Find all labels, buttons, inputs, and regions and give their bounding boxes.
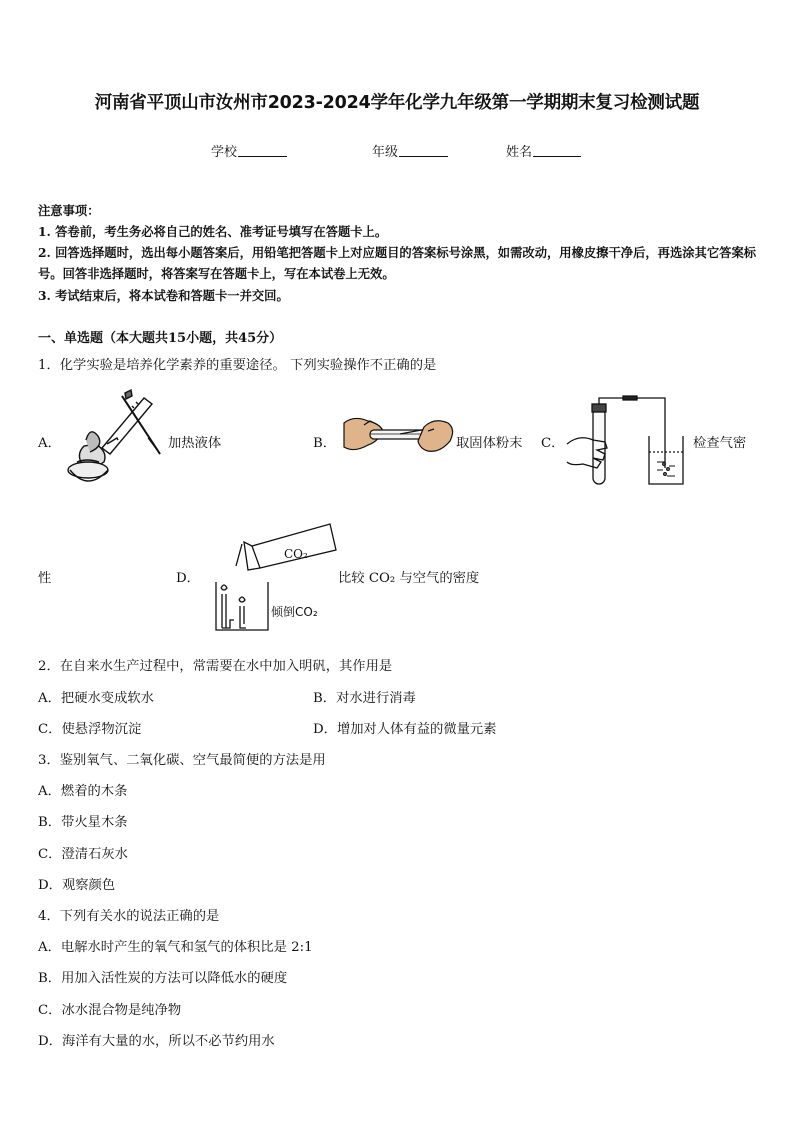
q2-option-c: C．使悬浮物沉淀 (38, 722, 142, 737)
q3-option-b: B．带火星木条 (38, 815, 128, 830)
q1-stem: 1．化学实验是培养化学素养的重要途径。 下列实验操作不正确的是 (38, 358, 437, 373)
q3-option-a: A．燃着的木条 (38, 784, 128, 799)
name-label: 姓名 (506, 145, 533, 160)
powder-sampling-illustration (340, 413, 455, 463)
q2-option-b: B．对水进行消毒 (313, 691, 416, 706)
school-blank (238, 143, 287, 157)
q4-option-b: B．用加入活性炭的方法可以降低水的硬度 (38, 971, 288, 986)
notice-item-2: 2. 回答选择题时，选出每小题答案后，用铅笔把答题卡上对应题目的答案标号涂黑，如需改动，用橡皮擦干净后，再选涂其它答案标号。回答非选择题时，将答案写在答题卡上，写在本试卷上无效。 (38, 245, 757, 281)
q4-option-a: A．电解水时产生的氧气和氢气的体积比是 2:1 (38, 940, 313, 955)
q1-option-b-letter: B． (313, 436, 337, 451)
q4-stem: 4．下列有关水的说法正确的是 (38, 909, 220, 924)
q1-option-d-letter: D． (176, 571, 200, 586)
q2-option-a: A．把硬水变成软水 (38, 691, 154, 706)
q1-option-c-letter: C． (541, 436, 565, 451)
q4-option-c: C．冰水混合物是纯净物 (38, 1003, 182, 1018)
school-label: 学校 (211, 145, 238, 160)
grade-label: 年级 (372, 145, 399, 160)
q1-option-a-label: 加热液体 (168, 436, 222, 451)
section-heading: 一、单选题（本大题共15小题，共45分） (38, 331, 283, 346)
page-title: 河南省平顶山市汝州市2023-2024学年化学九年级第一学期期末复习检测试题 (94, 93, 700, 113)
airtightness-check-illustration (565, 396, 690, 488)
pour-co2-label-top: CO₂ (284, 547, 308, 561)
name-field (506, 141, 581, 160)
q1-option-c-label: 检查气密 (693, 436, 747, 451)
q1-option-c-label-cont: 性 (38, 571, 52, 586)
grade-blank (399, 143, 448, 157)
pour-co2-label-bottom: 倾倒CO₂ (271, 605, 318, 619)
q1-option-d-label: 比较 CO₂ 与空气的密度 (338, 571, 480, 586)
name-blank (533, 143, 581, 157)
pour-co2-illustration (212, 524, 337, 634)
notice-heading: 注意事项： (38, 203, 100, 218)
q3-option-d: D．观察颜色 (38, 878, 116, 893)
q3-stem: 3．鉴别氧气、二氧化碳、空气最简便的方法是用 (38, 753, 326, 768)
notice-item-3: 3. 考试结束后，将本试卷和答题卡一并交回。 (38, 288, 289, 303)
q1-option-b-label: 取固体粉末 (456, 436, 523, 451)
q1-option-a-letter: A． (38, 436, 61, 451)
q3-option-c: C．澄清石灰水 (38, 847, 128, 862)
q4-option-d: D．海洋有大量的水，所以不必节约用水 (38, 1034, 275, 1049)
q2-stem: 2．在自来水生产过程中，常需要在水中加入明矾，其作用是 (38, 659, 393, 674)
grade-field (372, 141, 448, 160)
heating-liquid-illustration (62, 388, 162, 488)
q2-option-d: D．增加对人体有益的微量元素 (313, 722, 497, 737)
notice-item-1: 1. 答卷前，考生务必将自己的姓名、准考证号填写在答题卡上。 (38, 224, 388, 239)
school-field (211, 141, 287, 160)
